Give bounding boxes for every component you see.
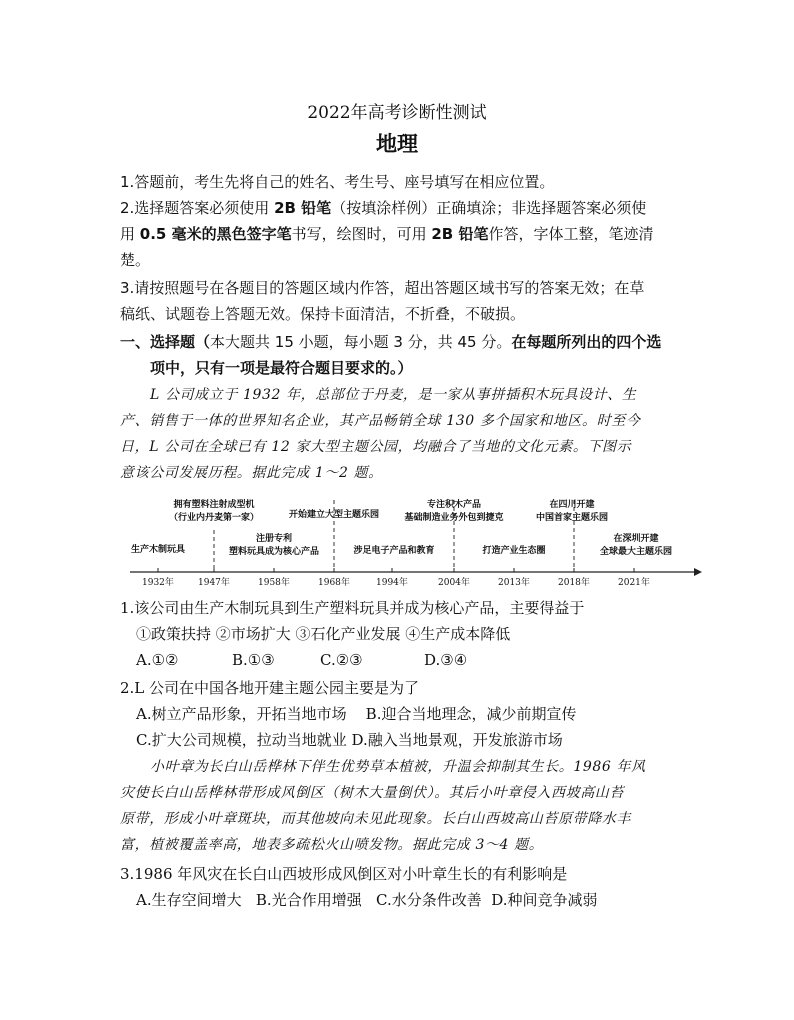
year-label: 1958年 — [258, 578, 290, 588]
event-wooden-toys: 生产木制玩具 — [130, 545, 185, 555]
passage-2-line-1: 小叶章为长白山岳桦林下伴生优势草本植被，升温会抑制其生长。1986 年风 — [150, 759, 646, 775]
instruction-text: 用 — [120, 225, 140, 243]
passage-1-line-2: 产、销售于一体的世界知名企业，其产品畅销全球 130 多个国家和地区。时至今 — [120, 413, 641, 429]
instruction-3-line-1: 3.请按照题号在各题目的答题区域内作答，超出答题区域书写的答案无效；在草 — [120, 279, 645, 297]
event-text: 全球最大主题乐园 — [599, 547, 672, 557]
timeline-ticks — [158, 568, 634, 572]
question-2-options-line-2: C.扩大公司规模，拉动当地就业 D.融入当地景观，开发旅游市场 — [136, 731, 563, 749]
timeline-arrow — [694, 568, 702, 576]
year-label: 2004年 — [438, 578, 470, 588]
event-theme-parks: 开始建立大型主题乐园 — [288, 510, 379, 520]
year-label: 1994年 — [376, 578, 408, 588]
event-text: 在四川开建 — [549, 500, 595, 510]
event-ecosystem: 打造产业生态圈 — [482, 546, 546, 556]
passage-2-line-4: 富，植被覆盖率高，地表多疏松火山喷发物。据此完成 3～4 题。 — [120, 837, 544, 853]
instruction-text: 书写，绘图时，可用 — [291, 225, 432, 243]
question-1-stem: 1.该公司由生产木制玩具到生产塑料玩具并成为核心产品，主要得益于 — [120, 599, 585, 617]
event-text: （行业内丹麦第一家） — [168, 513, 259, 523]
passage-1-line-1: L 公司成立于 1932 年，总部位于丹麦，是一家从事拼插积木玩具设计、生 — [150, 387, 637, 403]
event-text: 在深圳开建 — [613, 534, 659, 544]
question-1-option-c: C.②③ — [320, 651, 363, 669]
event-text: 中国首家主题乐园 — [535, 513, 608, 523]
instruction-3-line-2: 稿纸、试题卷上答题无效。保持卡面清洁，不折叠，不破损。 — [120, 305, 526, 323]
instruction-2-line-1 — [120, 196, 646, 220]
section-heading-text: 本大题共 15 小题，每小题 3 分，共 45 分。 — [210, 333, 512, 351]
event-text: 基础制造业务外包到捷克 — [404, 513, 504, 523]
instruction-emphasis: 2B 铅笔 — [274, 199, 332, 217]
event-sichuan-park — [514, 499, 630, 525]
question-3-options: A.生存空间增大 B.光合作用增强 C.水分条件改善 D.种间竞争减弱 — [136, 891, 598, 909]
question-3-stem: 3.1986 年风灾在长白山西坡形成风倒区对小叶章生长的有利影响是 — [120, 865, 568, 883]
instruction-text: 作答，字体工整，笔迹清 — [488, 225, 654, 243]
event-text: 塑料玩具成为核心产品 — [228, 547, 319, 557]
question-2-stem: 2.L 公司在中国各地开建主题公园主要是为了 — [120, 679, 420, 697]
passage-1-line-3: 日，L 公司在全球已有 12 家大型主题公园，均融合了当地的文化元素。下图示 — [120, 439, 632, 455]
passage-2-line-3: 原带，形成小叶章斑块，而其他坡向未见此现象。长白山西坡高山苔原带降水丰 — [120, 811, 631, 827]
question-1-option-d: D.③④ — [424, 651, 468, 669]
instruction-emphasis: 0.5 毫米的黑色签字笔 — [139, 225, 292, 243]
event-injection-machine — [158, 499, 270, 525]
instruction-text: （按填涂样例）正确填涂；非选择题答案必须使 — [331, 199, 647, 217]
event-text: 注册专利 — [255, 534, 292, 544]
year-label: 1947年 — [198, 578, 230, 588]
instruction-1: 1.答题前，考生先将自己的姓名、考生号、座号填写在相应位置。 — [120, 173, 555, 191]
instruction-2-line-3: 楚。 — [120, 251, 151, 269]
passage-2-line-2: 灾使长白山岳桦林带形成风倒区（树木大量倒伏）。其后小叶章侵入西坡高山苔 — [120, 785, 624, 801]
section-heading-line-1 — [120, 330, 661, 354]
exam-title: 2022年高考诊断性测试 — [307, 103, 487, 123]
event-electronics-education: 涉足电子产品和教育 — [353, 546, 435, 556]
event-text: 拥有塑料注射成型机 — [173, 500, 255, 510]
year-label: 2021年 — [618, 578, 650, 588]
instruction-2-line-2 — [120, 222, 653, 246]
section-heading-text: 一、选择题（ — [120, 333, 211, 351]
instruction-emphasis: 2B 铅笔 — [431, 225, 489, 243]
passage-1-line-4: 意该公司发展历程。据此完成 1～2 题。 — [120, 465, 383, 481]
question-1-option-b: B.①③ — [232, 651, 275, 669]
event-text: 专注积木产品 — [426, 500, 481, 510]
subject-title: 地理 — [376, 132, 418, 156]
year-label: 1932年 — [142, 578, 174, 588]
question-1-items: ①政策扶持 ②市场扩大 ③石化产业发展 ④生产成本降低 — [136, 625, 511, 643]
section-heading-text: 在每题所列出的四个选 — [511, 333, 662, 351]
instruction-text: 2.选择题答案必须使用 — [120, 199, 275, 217]
year-label: 2018年 — [558, 578, 590, 588]
question-2-options-line-1: A.树立产品形象，开拓当地市场 B.迎合当地理念，减少前期宣传 — [136, 705, 577, 723]
event-patent — [216, 533, 332, 559]
year-label: 2013年 — [498, 578, 530, 588]
section-heading-line-2: 项中，只有一项是最符合题目要求的。） — [150, 359, 413, 377]
event-focus-bricks — [386, 499, 522, 525]
event-shenzhen-park — [578, 533, 694, 559]
question-1-option-a: A.①② — [136, 651, 179, 669]
year-label: 1968年 — [318, 578, 350, 588]
